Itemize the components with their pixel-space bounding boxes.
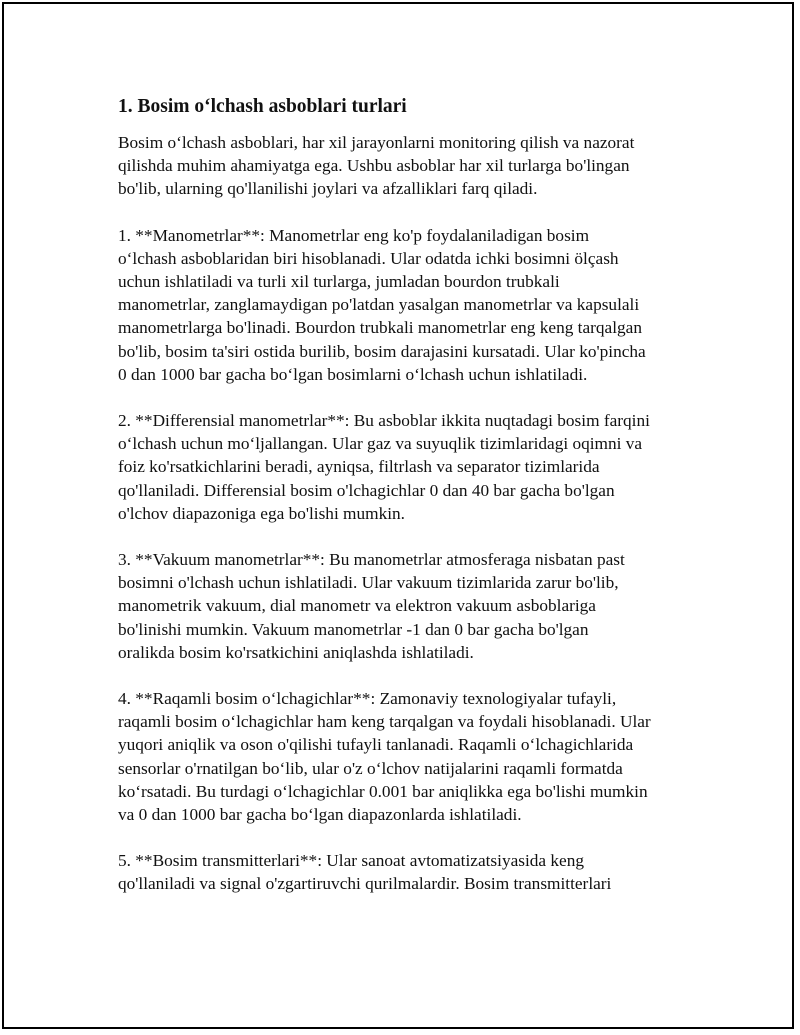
- paragraph: [118, 687, 718, 826]
- document-title: 1. Bosim o‘lchash asboblari turlari: [118, 96, 407, 117]
- text-line: bo'linishi mumkin. Vakuum manometrlar -1 dan 0 bar gacha bo'lgan: [118, 619, 589, 639]
- text-line: ko‘rsatadi. Bu turdagi o‘lchagichlar 0.001 bar aniqlikka ega bo'lishi mumkin: [118, 781, 648, 801]
- text-line: uchun ishlatiladi va turli xil turlarga, jumladan bourdon trubkali: [118, 272, 560, 292]
- text-line: 3. **Vakuum manometrlar**: Bu manometrlar atmosferaga nisbatan past: [118, 550, 625, 570]
- document-body: [118, 95, 718, 919]
- text-line: qo'llaniladi. Differensial bosim o'lchagichlar 0 dan 40 bar gacha bo'lgan: [118, 480, 615, 500]
- text-line: 2. **Differensial manometrlar**: Bu asboblar ikkita nuqtadagi bosim farqini: [118, 411, 650, 431]
- text-line: o‘lchash asboblaridan biri hisoblanadi. Ular odatda ichki bosimni ölçash: [118, 248, 619, 268]
- text-line: manometrik vakuum, dial manometr va elektron vakuum asboblariga: [118, 596, 596, 616]
- text-line: 4. **Raqamli bosim o‘lchagichlar**: Zamonaviy texnologiyalar tufayli,: [118, 689, 617, 709]
- paragraph: [118, 224, 718, 386]
- text-line: raqamli bosim o‘lchagichlar ham keng tarqalgan va foydali hisoblanadi. Ular: [118, 712, 651, 732]
- text-line: oralikda bosim ko'rsatkichini aniqlashda ishlatiladi.: [118, 642, 474, 662]
- text-line: o‘lchash uchun mo‘ljallangan. Ular gaz va suyuqlik tizimlaridagi oqimni va: [118, 434, 643, 454]
- paragraph-list: [118, 131, 718, 896]
- text-line: o'lchov diapazoniga ega bo'lishi mumkin.: [118, 503, 405, 523]
- text-line: manometrlar, zanglamaydigan po'latdan yasalgan manometrlar va kapsulali: [118, 295, 640, 315]
- text-line: sensorlar o'rnatilgan bo‘lib, ular o'z o‘lchov natijalarini raqamli formatda: [118, 758, 623, 778]
- paragraph: [118, 849, 718, 895]
- text-line: bo'lib, ularning qo'llanilishi joylari va afzalliklari farq qiladi.: [118, 179, 538, 199]
- text-line: bosimni o'lchash uchun ishlatiladi. Ular vakuum tizimlarida zarur bo'lib,: [118, 573, 619, 593]
- text-line: bo'lib, bosim ta'siri ostida burilib, bosim darajasini kursatadi. Ular ko'pincha: [118, 341, 646, 361]
- text-line: foiz ko'rsatkichlarini beradi, ayniqsa, filtrlash va separator tizimlarida: [118, 457, 600, 477]
- paragraph: [118, 409, 718, 525]
- text-line: 1. **Manometrlar**: Manometrlar eng ko'p foydalaniladigan bosim: [118, 225, 590, 245]
- text-line: qilishda muhim ahamiyatga ega. Ushbu asboblar har xil turlarga bo'lingan: [118, 156, 630, 176]
- text-line: Bosim o‘lchash asboblari, har xil jarayonlarni monitoring qilish va nazorat: [118, 133, 635, 152]
- text-line: 0 dan 1000 bar gacha bo‘lgan bosimlarni o‘lchash uchun ishlatiladi.: [118, 364, 588, 384]
- text-line: manometrlarga bo'linadi. Bourdon trubkali manometrlar eng keng tarqalgan: [118, 318, 642, 338]
- text-line: yuqori aniqlik va oson o'qilishi tufayli tanlanadi. Raqamli o‘lchagichlarida: [118, 735, 634, 755]
- text-line: qo'llaniladi va signal o'zgartiruvchi qurilmalardir. Bosim transmitterlari: [118, 874, 612, 894]
- paragraph: [118, 548, 718, 664]
- text-line: 5. **Bosim transmitterlari**: Ular sanoat avtomatizatsiyasida keng: [118, 851, 585, 871]
- text-line: va 0 dan 1000 bar gacha bo‘lgan diapazonlarda ishlatiladi.: [118, 805, 522, 825]
- paragraph: [118, 131, 718, 201]
